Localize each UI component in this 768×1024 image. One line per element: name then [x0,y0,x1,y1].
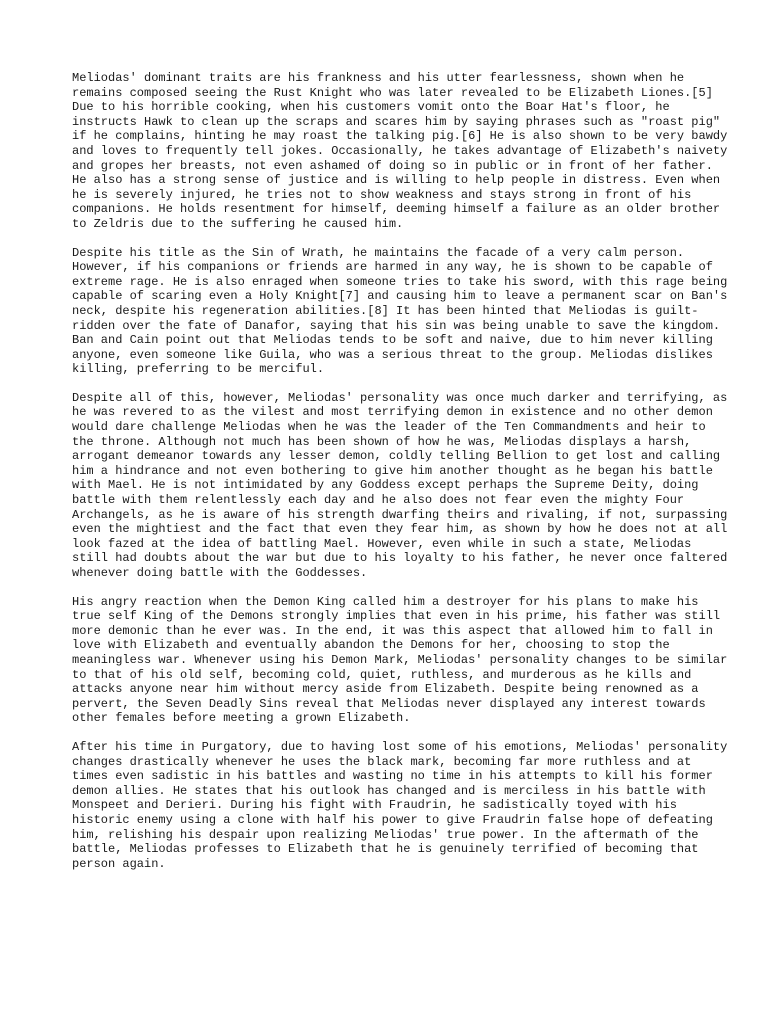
paragraph-3: Despite all of this, however, Meliodas' personality was once much darker and terrifying, as he was revered to as the vilest and most terrifying demon in existence and no other demon would dare challenge Meliodas when he was the leader of the Ten Commandments and heir to the throne. Although not much has been shown of how he was, Meliodas displays a harsh, arrogant demeanor towards any lesser demon, coldly telling Bellion to get lost and calling him a hindrance and not even bothering to give him another thought as he began his battle with Mael. He is not intimidated by any Goddess except perhaps the Supreme Deity, doing battle with them relentlessly each day and he also does not fear even the mighty Four Archangels, as he is aware of his strength dwarfing theirs and rivaling, if not, surpassing even the mightiest and the fact that even they fear him, as shown by how he does not at all look fazed at the idea of battling Mael. However, even while in such a state, Meliodas still had doubts about the war but due to his loyalty to his father, he never once faltered whenever doing battle with the Goddesses. [72,390,728,580]
paragraph-2: Despite his title as the Sin of Wrath, he maintains the facade of a very calm person. However, if his companions or friends are harmed in any way, he is shown to be capable of extreme rage. He is also enraged when someone tries to take his sword, with this rage being capable of scaring even a Holy Knight[7] and causing him to leave a permanent scar on Ban's neck, despite his regeneration abilities.[8] It has been hinted that Meliodas is guilt-ridden over the fate of Danafor, saying that his sin was being unable to save the kingdom. Ban and Cain point out that Meliodas tends to be soft and naive, due to him never killing anyone, even someone like Guila, who was a serious threat to the group. Meliodas dislikes killing, preferring to be merciful. [72,245,728,377]
paragraph-1: Meliodas' dominant traits are his frankness and his utter fearlessness, shown when he remains composed seeing the Rust Knight who was later revealed to be Elizabeth Liones.[5] Due to his horrible cooking, when his customers vomit onto the Boar Hat's floor, he instructs Hawk to clean up the scraps and scares him by saying phrases such as "roast pig" if he complains, hinting he may roast the talking pig.[6] He is also shown to be very bawdy and loves to frequently tell jokes. Occasionally, he takes advantage of Elizabeth's naivety and gropes her breasts, not even ashamed of doing so in public or in front of her father. He also has a strong sense of justice and is willing to help people in distress. Even when he is severely injured, he tries not to show weakness and stays strong in front of his companions. He holds resentment for himself, deeming himself a failure as an older brother to Zeldris due to the suffering he caused him. [72,71,728,231]
paragraph-5: After his time in Purgatory, due to having lost some of his emotions, Meliodas' personality changes drastically whenever he uses the black mark, becoming far more ruthless and at times even sadistic in his battles and wasting no time in his attempts to kill his former demon allies. He states that his outlook has changed and is merciless in his battle with Monspeet and Derieri. During his fight with Fraudrin, he sadistically toyed with his historic enemy using a clone with half his power to give Fraudrin false hope of defeating him, relishing his despair upon realizing Meliodas' true power. In the aftermath of the battle, Meliodas professes to Elizabeth that he is genuinely terrified of becoming that person again. [72,739,728,871]
document-page [72,71,732,885]
paragraph-4: His angry reaction when the Demon King called him a destroyer for his plans to make his true self King of the Demons strongly implies that even in his prime, his father was still more demonic than he ever was. In the end, it was this aspect that allowed him to fall in love with Elizabeth and eventually abandon the Demons for her, choosing to stop the meaningless war. Whenever using his Demon Mark, Meliodas' personality changes to be similar to that of his old self, becoming cold, quiet, ruthless, and murderous as he kills and attacks anyone near him without mercy aside from Elizabeth. Despite being renowned as a pervert, the Seven Deadly Sins reveal that Meliodas never displayed any interest towards other females before meeting a grown Elizabeth. [72,594,728,726]
